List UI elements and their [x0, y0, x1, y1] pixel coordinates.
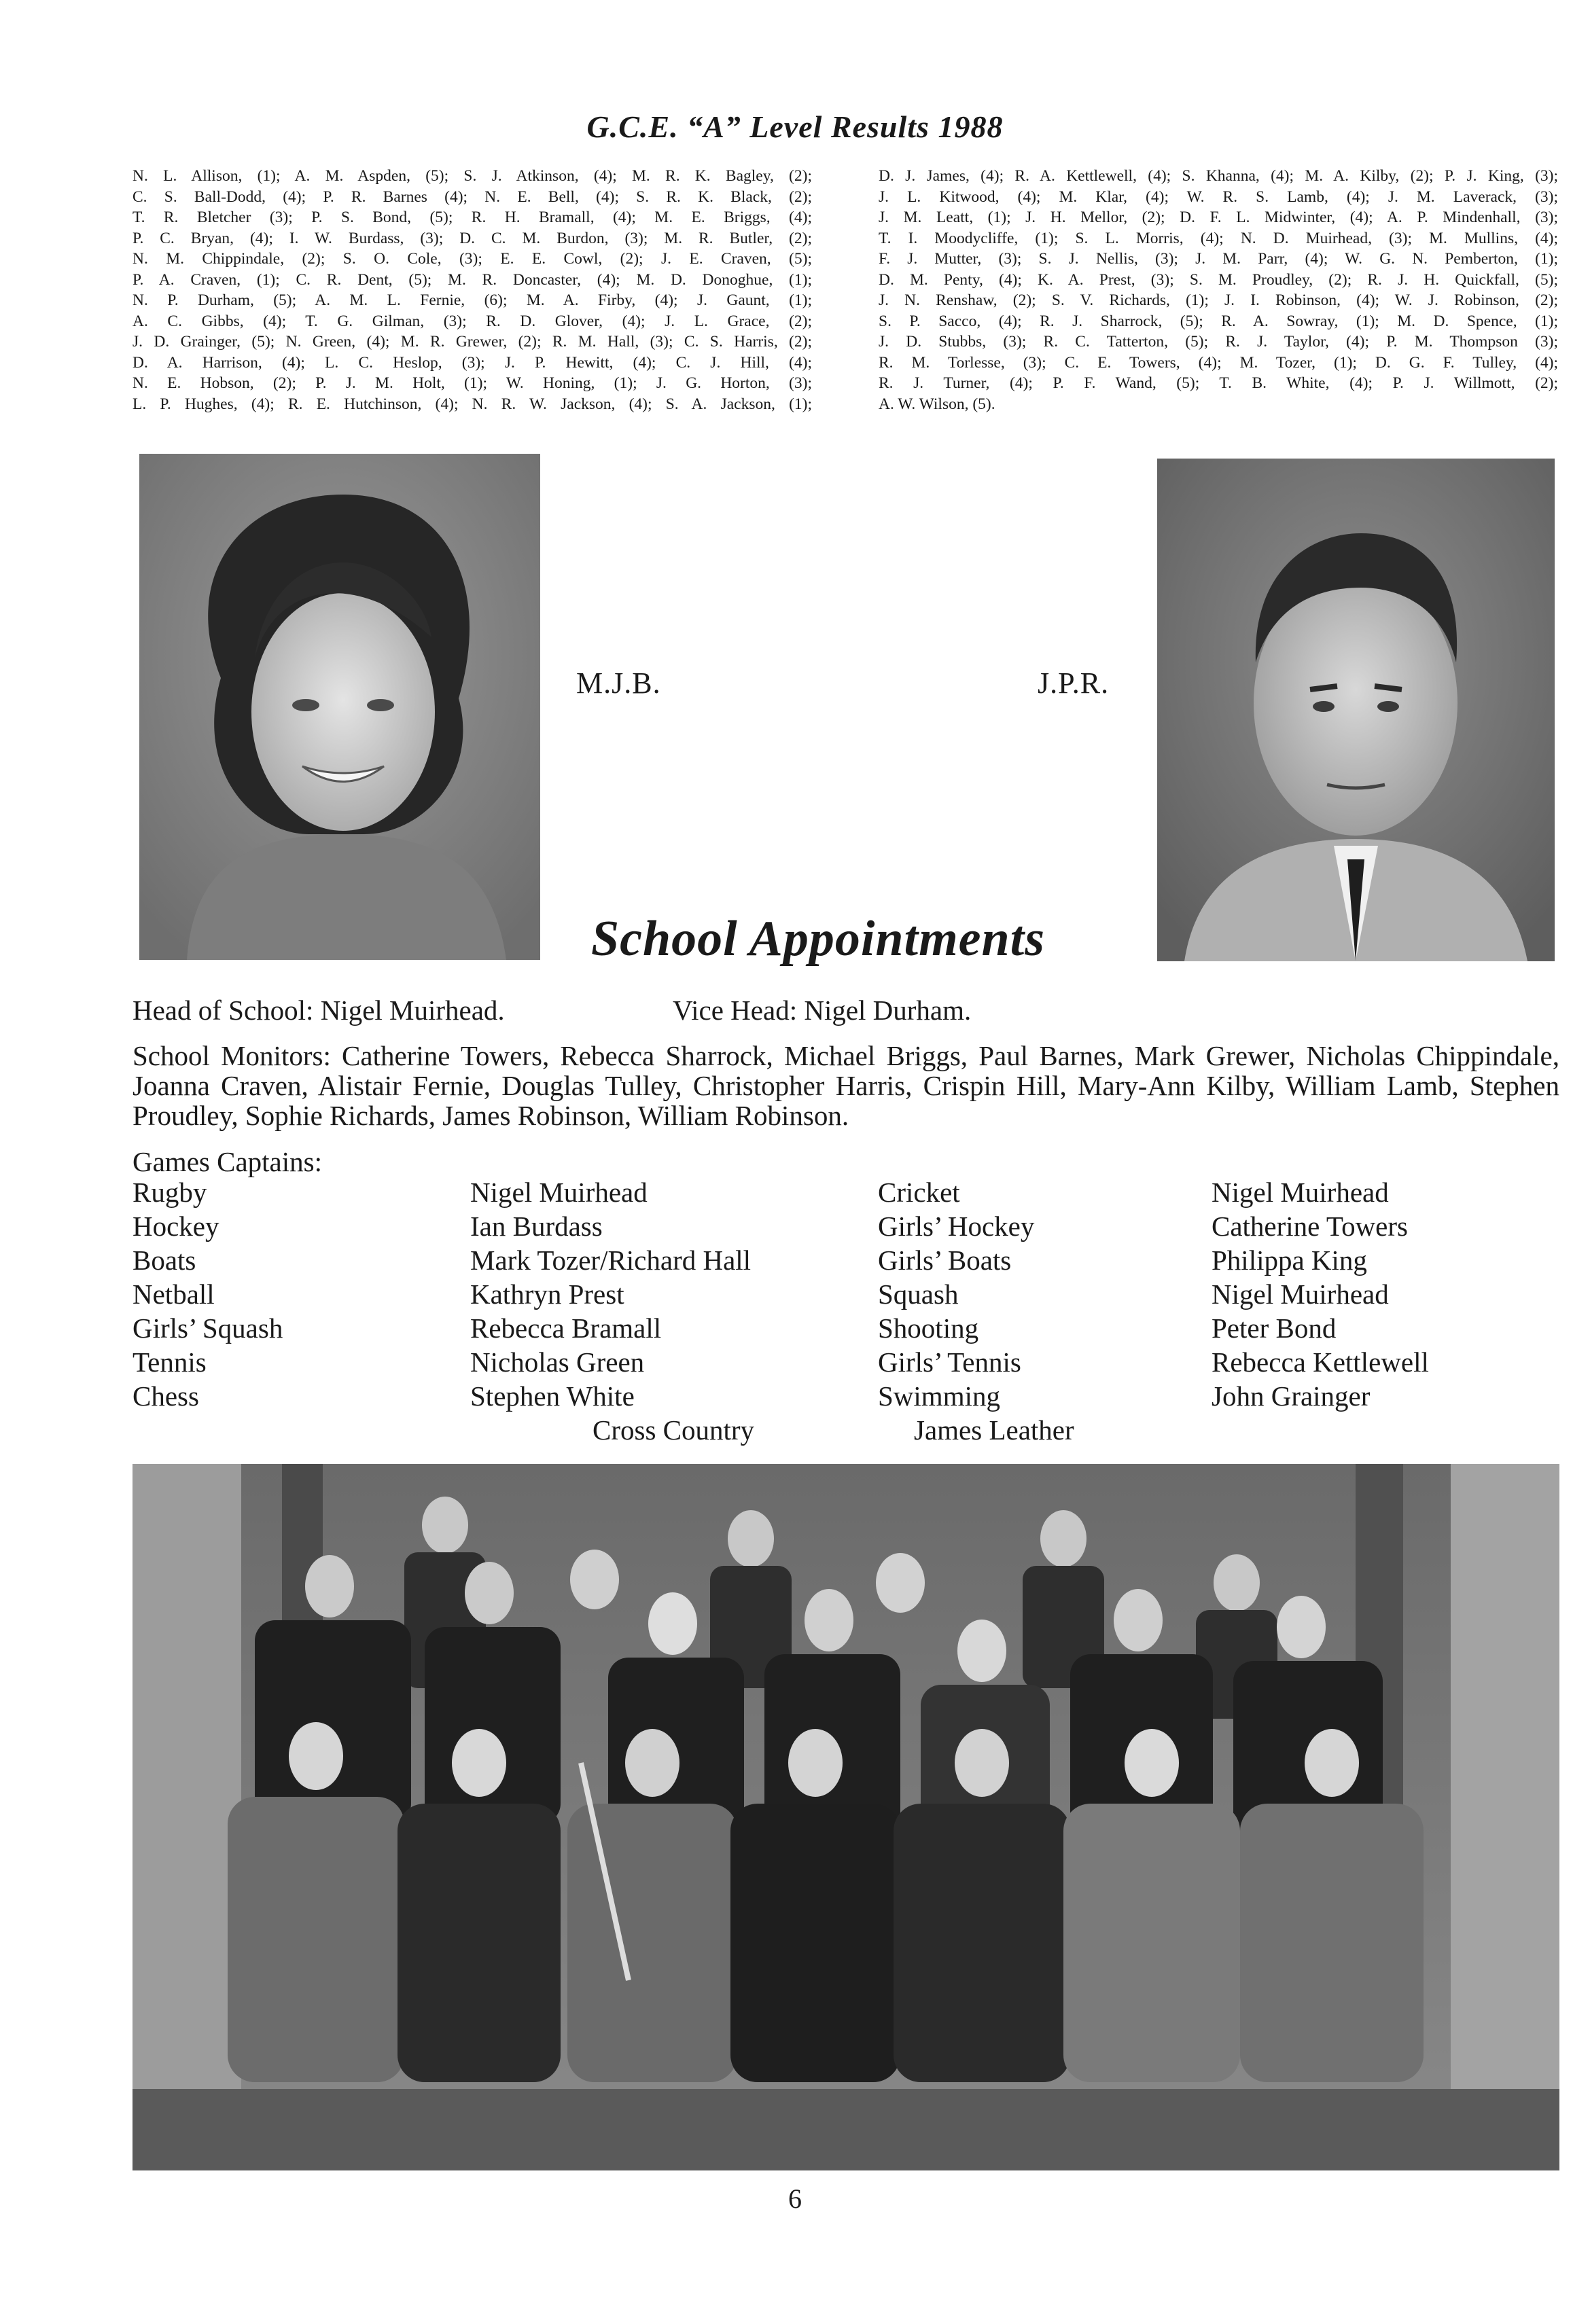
captain-name: Catherine Towers: [1212, 1211, 1408, 1242]
school-monitors: School Monitors: Catherine Towers, Rebecca Sharrock, Michael Briggs, Paul Barnes, Mark Grewer, Nicholas Chippindale, Joanna Craven, Alistair Fernie, Douglas Tulley, Christopher Harris, Crispin Hill, Mary-Ann Kilby, William Lamb, Stephen Proudley, Sophie Richards, James Robinson, William Robinson.: [132, 1040, 1559, 1131]
portrait-photo-right: [1157, 459, 1555, 961]
games-sports-right: [878, 1175, 1034, 1413]
results-line: N. P. Durham, (5); A. M. L. Fernie, (6); M. A. Firby, (4); J. Gaunt, (1);: [132, 291, 812, 309]
captain-name: John Grainger: [1212, 1380, 1371, 1412]
results-line: S. P. Sacco, (4); R. J. Sharrock, (5); R. A. Sowray, (1); M. D. Spence, (1);: [879, 312, 1558, 330]
sport-label: Girls’ Boats: [878, 1245, 1012, 1276]
results-title: G.C.E. “A” Level Results 1988: [586, 109, 1004, 144]
sport-label: Cricket: [878, 1177, 960, 1208]
games-captains-heading: Games Captains:: [132, 1146, 322, 1177]
vice-head: Vice Head: Nigel Durham.: [673, 995, 972, 1026]
results-line: D. A. Harrison, (4); L. C. Heslop, (3); J. P. Hewitt, (4); C. J. Hill, (4);: [132, 353, 812, 372]
games-captains-right: [1212, 1175, 1429, 1413]
captain-name: Stephen White: [470, 1380, 635, 1412]
results-line: D. M. Penty, (4); K. A. Prest, (3); S. M. Proudley, (2); R. J. H. Quickfall, (5);: [879, 270, 1558, 289]
captain-name: Nigel Muirhead: [1212, 1279, 1389, 1310]
results-line: A. C. Gibbs, (4); T. G. Gilman, (3); R. D. Glover, (4); J. L. Grace, (2);: [132, 312, 812, 330]
results-line: L. P. Hughes, (4); R. E. Hutchinson, (4); N. R. W. Jackson, (4); S. A. Jackson, (1);: [132, 395, 812, 413]
sport-label: Boats: [132, 1245, 196, 1276]
captain-name: Nigel Muirhead: [1212, 1177, 1389, 1208]
sport-label: Swimming: [878, 1380, 1000, 1412]
results-line: J. M. Leatt, (1); J. H. Mellor, (2); D. F. L. Midwinter, (4); A. P. Mindenhall, (3);: [879, 209, 1558, 226]
sport-label: Girls’ Squash: [132, 1312, 283, 1344]
cross-country-captain: James Leather: [914, 1414, 1074, 1446]
results-line: P. A. Craven, (1); C. R. Dent, (5); M. R. Doncaster, (4); M. D. Donoghue, (1);: [132, 270, 812, 289]
sport-label: Chess: [132, 1380, 199, 1412]
sport-label: Rugby: [132, 1177, 207, 1208]
results-line: N. E. Hobson, (2); P. J. M. Holt, (1); W. Honing, (1); J. G. Horton, (3);: [132, 374, 812, 392]
captain-name: Ian Burdass: [470, 1211, 603, 1242]
portrait-caption-right: J.P.R.: [1038, 666, 1110, 700]
portrait-caption-left: M.J.B.: [576, 666, 661, 700]
results-line: J. D. Stubbs, (3); R. C. Tatterton, (5); R. J. Taylor, (4); P. M. Thompson (3);: [879, 333, 1558, 351]
sport-label: Squash: [878, 1279, 959, 1310]
sport-label: Shooting: [878, 1312, 979, 1344]
captain-name: Mark Tozer/Richard Hall: [470, 1245, 752, 1276]
results-line: T. R. Bletcher (3); P. S. Bond, (5); R. H. Bramall, (4); M. E. Briggs, (4);: [132, 209, 812, 226]
cross-country-label: Cross Country: [593, 1414, 755, 1446]
games-captains-left: [470, 1175, 751, 1413]
results-line: A. W. Wilson, (5).: [879, 395, 995, 413]
results-line: J. D. Grainger, (5); N. Green, (4); M. R. Grewer, (2); R. M. Hall, (3); C. S. Harris, (2);: [132, 333, 812, 351]
results-line: C. S. Ball-Dodd, (4); P. R. Barnes (4); N. E. Bell, (4); S. R. K. Black, (2);: [132, 187, 812, 206]
results-right-column: [879, 166, 1558, 414]
sport-label: Tennis: [132, 1346, 207, 1378]
portrait-photo-left: [139, 454, 540, 960]
sport-label: Girls’ Tennis: [878, 1346, 1021, 1378]
sport-label: Netball: [132, 1279, 215, 1310]
results-line: D. J. James, (4); R. A. Kettlewell, (4); S. Khanna, (4); M. A. Kilby, (2); P. J. King, (3);: [879, 167, 1558, 185]
results-line: R. J. Turner, (4); P. F. Wand, (5); T. B. White, (4); P. J. Willmott, (2);: [879, 374, 1558, 392]
captain-name: Rebecca Kettlewell: [1212, 1346, 1429, 1378]
head-of-school: Head of School: Nigel Muirhead.: [132, 995, 505, 1026]
page-number: 6: [788, 2183, 802, 2214]
games-sports-left: [132, 1175, 283, 1413]
captain-name: Peter Bond: [1212, 1312, 1337, 1344]
captain-name: Nigel Muirhead: [470, 1177, 648, 1208]
captain-name: Philippa King: [1212, 1245, 1367, 1276]
results-line: N. M. Chippindale, (2); S. O. Cole, (3); E. E. Cowl, (2); J. E. Craven, (5);: [132, 250, 812, 268]
captain-name: Rebecca Bramall: [470, 1312, 662, 1344]
results-line: R. M. Torlesse, (3); C. E. Towers, (4); M. Tozer, (1); D. G. F. Tulley, (4);: [879, 353, 1558, 372]
results-line: J. N. Renshaw, (2); S. V. Richards, (1); J. I. Robinson, (4); W. J. Robinson, (2);: [879, 291, 1558, 309]
results-line: T. I. Moodycliffe, (1); S. L. Morris, (4); N. D. Muirhead, (3); M. Mullins, (4);: [879, 229, 1558, 247]
results-line: F. J. Mutter, (3); S. J. Nellis, (3); J. M. Parr, (4); W. G. N. Pemberton, (1);: [879, 250, 1558, 268]
sport-label: Girls’ Hockey: [878, 1211, 1035, 1242]
results-line: N. L. Allison, (1); A. M. Aspden, (5); S. J. Atkinson, (4); M. R. K. Bagley, (2);: [132, 167, 812, 185]
group-photo: [132, 1464, 1559, 2170]
captain-name: Kathryn Prest: [470, 1279, 624, 1310]
results-line: J. L. Kitwood, (4); M. Klar, (4); W. R. S. Lamb, (4); J. M. Laverack, (3);: [879, 187, 1558, 206]
captain-name: Nicholas Green: [470, 1346, 645, 1378]
sport-label: Hockey: [132, 1211, 219, 1242]
section-title: School Appointments: [591, 911, 1046, 967]
results-line: P. C. Bryan, (4); I. W. Burdass, (3); D. C. M. Burdon, (3); M. R. Butler, (2);: [132, 229, 812, 247]
games-captains-table: [0, 1175, 1590, 1447]
results-left-column: [132, 166, 812, 414]
